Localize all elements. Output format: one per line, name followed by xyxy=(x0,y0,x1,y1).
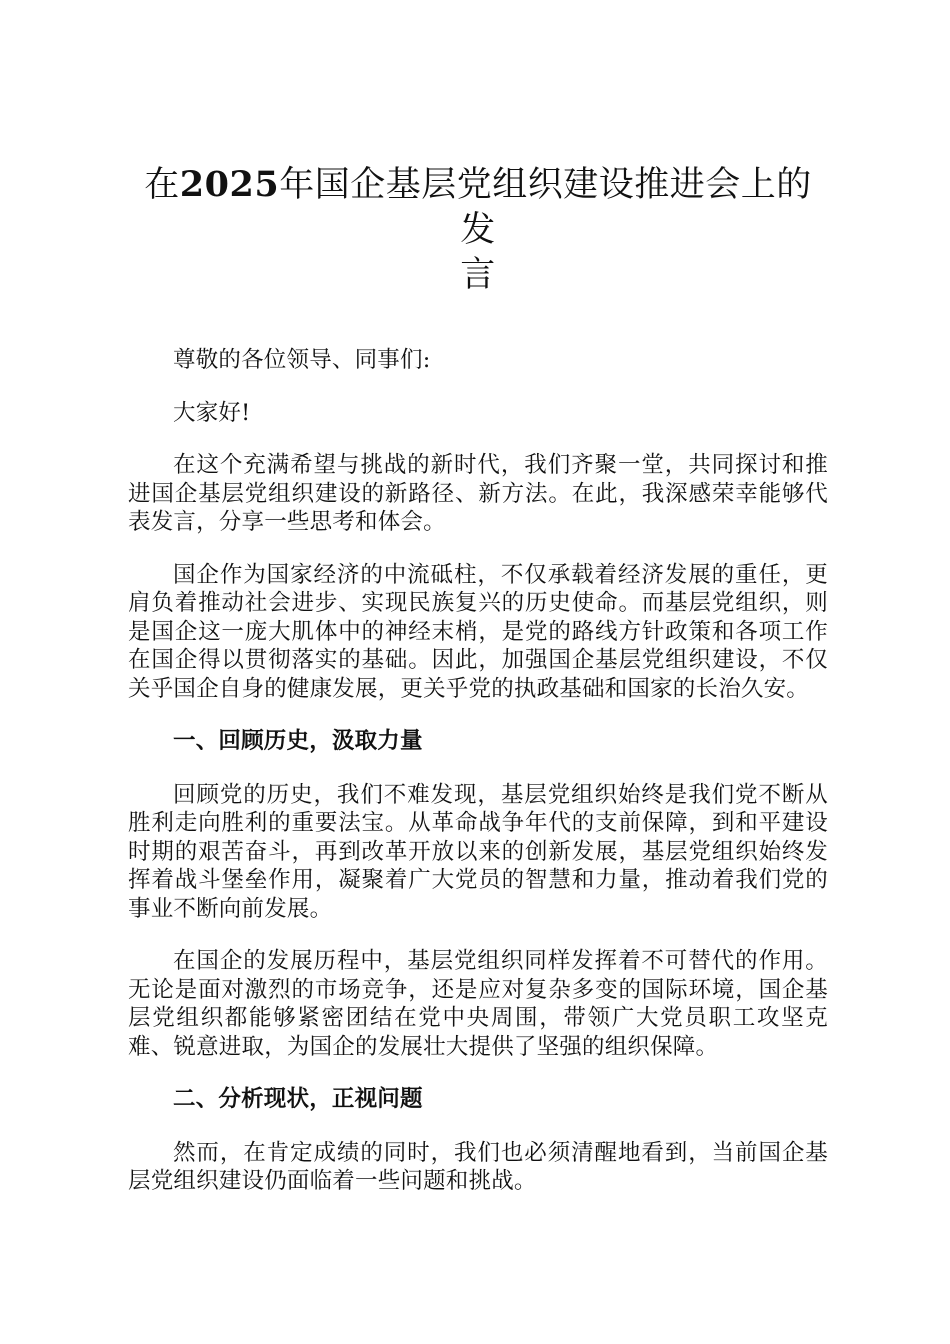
title-prefix: 在 xyxy=(144,165,180,205)
document-body xyxy=(128,162,828,1220)
title-line-1 xyxy=(128,162,828,253)
section-2-heading: 二、分析现状，正视问题 xyxy=(173,1086,423,1112)
document-title xyxy=(128,162,828,298)
intro-paragraph-1: 在这个充满希望与挑战的新时代，我们齐聚一堂，共同探讨和推进国企基层党组织建设的新路径、新方法。在此，我深感荣幸能够代表发言，分享一些思考和体会。 xyxy=(128,452,828,535)
greeting: 大家好! xyxy=(173,399,251,426)
title-year: 2025 xyxy=(179,164,280,205)
intro-paragraph-2: 国企作为国家经济的中流砥柱，不仅承载着经济发展的重任，更肩负着推动社会进步、实现民族复兴的历史使命。而基层党组织，则是国企这一庞大肌体中的神经末梢，是党的路线方针政策和各项工作在国企得以贯彻落实的基础。因此，加强国企基层党组织建设，不仅关乎国企自身的健康发展，更关乎党的执政基础和国家的长治久安。 xyxy=(128,561,828,702)
title-suffix: 年国企基层党组织建设推进会上的发 xyxy=(279,165,812,250)
section-1-paragraph-1: 回顾党的历史，我们不难发现，基层党组织始终是我们党不断从胜利走向胜利的重要法宝。从革命战争年代的支前保障，到和平建设时期的艰苦奋斗，再到改革开放以来的创新发展，基层党组织始终发挥着战斗堡垒作用，凝聚着广大党员的智慧和力量，推动着我们党的事业不断向前发展。 xyxy=(128,781,828,922)
section-2-paragraph-1: 然而，在肯定成绩的同时，我们也必须清醒地看到，当前国企基层党组织建设仍面临着一些问题和挑战。 xyxy=(128,1139,828,1194)
section-1-heading: 一、回顾历史，汲取力量 xyxy=(173,728,423,754)
salutation: 尊敬的各位领导、同事们: xyxy=(173,347,431,373)
title-line-2: 言 xyxy=(460,255,496,295)
section-1-paragraph-2: 在国企的发展历程中，基层党组织同样发挥着不可替代的作用。无论是面对激烈的市场竞争，还是应对复杂多变的国际环境，国企基层党组织都能够紧密团结在党中央周围，带领广大党员职工攻坚克难、锐意进取，为国企的发展壮大提供了坚强的组织保障。 xyxy=(128,948,828,1060)
